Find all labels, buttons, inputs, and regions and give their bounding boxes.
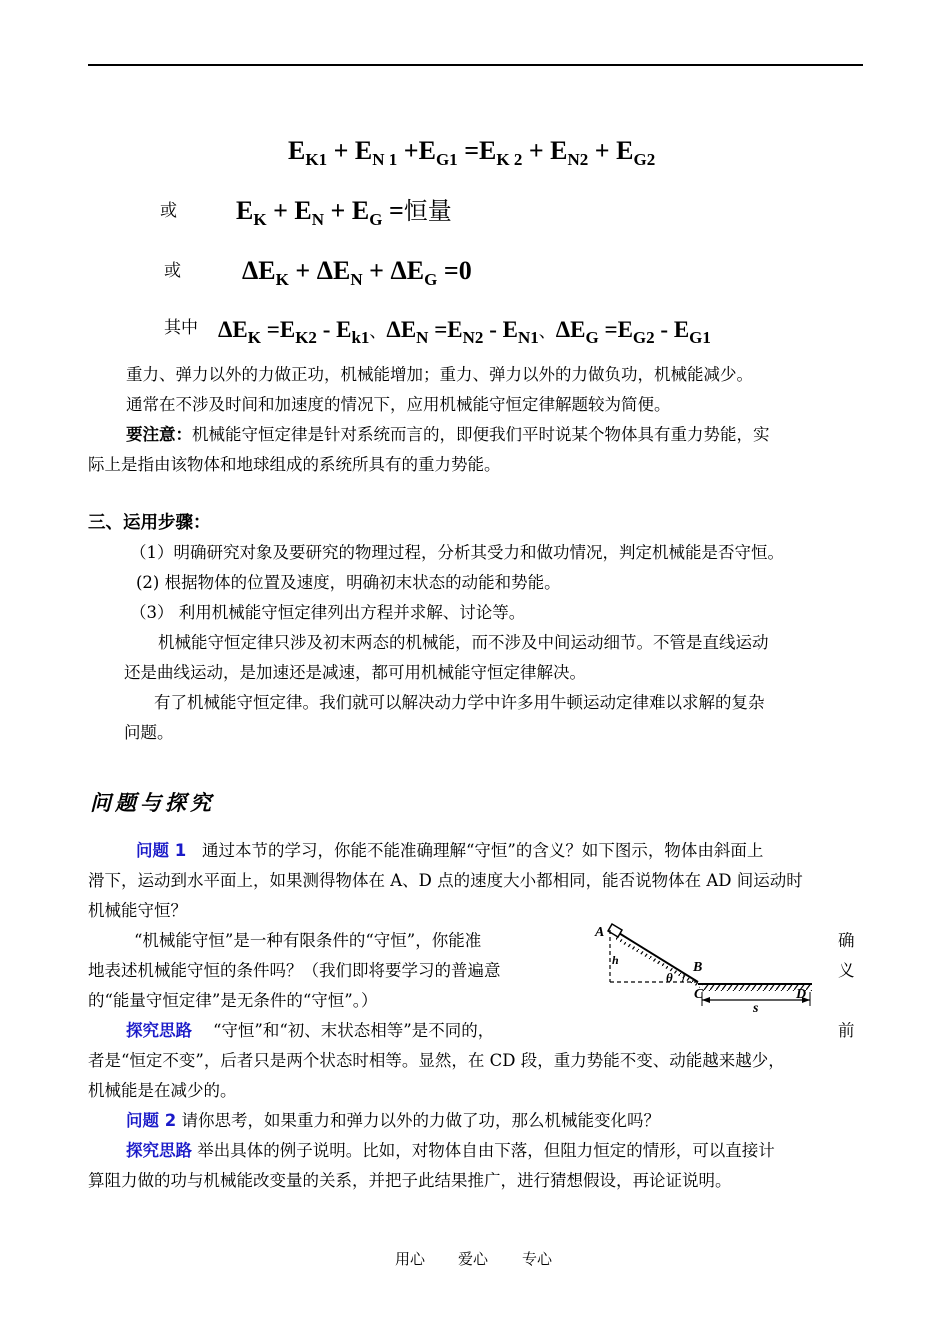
conservation-condition-line-2: 地表述机械能守恒的条件吗？（我们即将要学习的普遍意	[88, 961, 501, 980]
section-heading: 问题与探究	[90, 790, 215, 815]
question-1-line-3: 机械能守恒？	[88, 901, 187, 920]
where-label: 其中	[164, 318, 198, 338]
explore-1-line-2: 者是“恒定不变”，后者只是两个状态时相等。显然，在 CD 段，重力势能不变、动能越来越少，	[88, 1051, 785, 1070]
para-newton-1: 有了机械能守恒定律。我们就可以解决动力学中许多用牛顿运动定律难以求解的复杂	[154, 693, 765, 712]
section-3-title: 三、运用步骤：	[88, 513, 211, 533]
label-theta: θ	[666, 970, 673, 985]
conservation-condition-line-3: 的“能量守恒定律”是无条件的“守恒”。）	[88, 991, 378, 1010]
explore-1-line-1: 探究思路 “守恒”和“初、末状态相等”是不同的，	[126, 1021, 495, 1040]
formula-conservation-2: $E_K + E_N + E_G$ =恒量	[236, 196, 452, 229]
explore-1-line-3: 机械能是在减少的。	[88, 1081, 237, 1100]
explore-2-label: 探究思路	[126, 1141, 192, 1160]
conservation-condition-line-1: “机械能守恒”是一种有限条件的“守恒”，你能准	[134, 931, 482, 950]
label-a: A	[595, 925, 605, 940]
label-b: B	[693, 960, 703, 975]
label-h: h	[612, 953, 619, 967]
label-s: s	[753, 1001, 759, 1016]
conservation-condition-line-1-end: 确	[838, 931, 855, 950]
step-2: (2) 根据物体的位置及速度，明确初末状态的动能和势能。	[136, 573, 561, 592]
incline-diagram	[590, 918, 826, 1018]
slope-hatching	[616, 936, 703, 988]
para-newton-2: 问题。	[124, 723, 174, 742]
para-simple-method: 通常在不涉及时间和加速度的情况下，应用机械能守恒定律解题较为简便。	[126, 395, 671, 414]
question-1-line-1: 问题 1 通过本节的学习，你能不能准确理解“守恒”的含义？如下图示，物体由斜面上	[136, 841, 764, 860]
question-2-label: 问题 2	[126, 1111, 177, 1130]
footer-item-1: 用心	[395, 1250, 426, 1268]
formula-conservation-1: $E_{K1} + E_{N 1} +E_{G1} =E_{K 2} + E_{N2} + E_{G2}$	[288, 136, 656, 169]
explore-1-line-1-end: 前	[838, 1021, 855, 1040]
explore-2-line-2: 算阻力做的功与机械能改变量的关系，并把子此结果推广，进行猜想假设，再论证说明。	[88, 1171, 732, 1190]
or-label-2: 或	[164, 261, 181, 281]
para-work-energy: 重力、弹力以外的力做正功，机械能增加；重力、弹力以外的力做负功，机械能减少。	[126, 365, 753, 384]
footer-item-3: 专心	[522, 1250, 553, 1268]
explore-2-line-1: 探究思路 举出具体的例子说明。比如，对物体自由下落，但阻力恒定的情形，可以直接计	[126, 1141, 775, 1160]
step-1: （1）明确研究对象及要研究的物理过程，分析其受力和做功情况，判定机械能是否守恒。	[130, 543, 784, 562]
header-rule	[88, 64, 863, 66]
footer-item-2: 爱心	[458, 1250, 489, 1268]
question-1-label: 问题 1	[136, 841, 187, 860]
note-line-1: 要注意：机械能守恒定律是针对系统而言的，即便我们平时说某个物体具有重力势能，实	[126, 425, 770, 444]
note-line-2: 际上是指由该物体和地球组成的系统所具有的重力势能。	[88, 455, 501, 474]
question-2-line: 问题 2 请你思考，如果重力和弹力以外的力做了功，那么机械能变化吗？	[126, 1111, 660, 1130]
para-initial-final-2: 还是曲线运动，是加速还是减速，都可用机械能守恒定律解决。	[124, 663, 586, 682]
question-1-line-2: 滑下，运动到水平面上，如果测得物体在 A、D 点的速度大小都相同，能否说物体在 AD 间运动时	[88, 871, 803, 890]
label-d: D	[796, 987, 807, 1002]
label-c: C	[694, 987, 704, 1002]
slope-line	[614, 930, 698, 982]
conservation-condition-line-2-end: 义	[838, 961, 855, 980]
formula-conservation-3: $\Delta E_K + \Delta E_N + \Delta E_G =0$	[242, 256, 472, 289]
note-label: 要注意：	[126, 425, 192, 444]
or-label-1: 或	[160, 201, 177, 221]
explore-1-label: 探究思路	[126, 1021, 192, 1040]
step-3: （3） 利用机械能守恒定律列出方程并求解、讨论等。	[130, 603, 526, 622]
formula-deltas: $\Delta E_K =E_{K2} - E_{k1}$、$\Delta E_N =E_{N2} - E_{N1}$、$\Delta E_G =E_{G2} - E_{G1}$	[218, 317, 711, 347]
para-initial-final-1: 机械能守恒定律只涉及初末两态的机械能，而不涉及中间运动细节。不管是直线运动	[158, 633, 769, 652]
